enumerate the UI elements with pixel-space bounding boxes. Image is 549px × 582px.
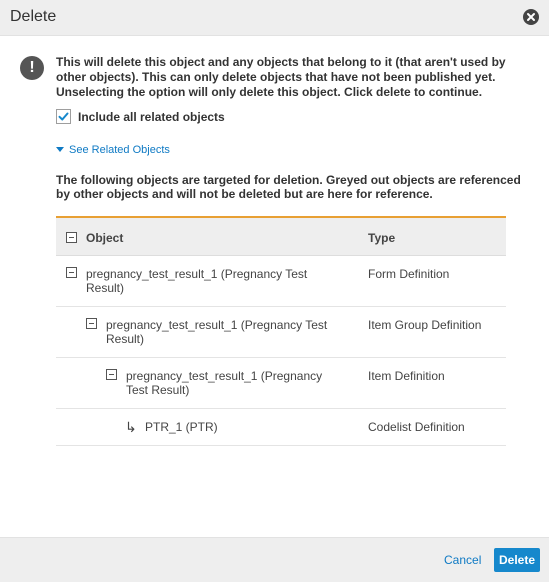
dialog-footer: [0, 537, 549, 582]
table-header: [56, 218, 506, 256]
collapse-all-icon[interactable]: [66, 232, 77, 243]
column-header-type: Type: [368, 231, 396, 245]
object-name: pregnancy_test_result_1 (Pregnancy Test Result): [126, 369, 323, 397]
child-arrow-icon: ↳: [125, 419, 137, 435]
object-name: pregnancy_test_result_1 (Pregnancy Test Result): [86, 267, 308, 295]
column-header-object: Object: [86, 231, 124, 245]
collapse-icon[interactable]: [106, 369, 117, 380]
cancel-button[interactable]: Cancel: [444, 553, 482, 567]
dialog-header: [0, 0, 549, 36]
table-row: [56, 409, 506, 446]
object-type: Form Definition: [368, 267, 450, 281]
warning-message: This will delete this object and any objects that belong to it (that aren't used by other objects). This can only delete objects that have not been published yet. Unselecting the option will only delete this object. Click delete to continue.: [56, 55, 506, 99]
see-related-objects-link[interactable]: [56, 144, 170, 156]
see-related-objects-label: See Related Objects: [69, 144, 170, 156]
object-type: Item Definition: [368, 369, 445, 383]
object-type: Codelist Definition: [368, 420, 465, 434]
caret-down-icon: [56, 147, 64, 152]
object-name: PTR_1 (PTR): [145, 420, 218, 434]
objects-table: [56, 216, 506, 446]
include-related-label: Include all related objects: [78, 110, 225, 124]
object-type: Item Group Definition: [368, 318, 482, 332]
exclamation-icon: !: [20, 56, 44, 80]
object-name: pregnancy_test_result_1 (Pregnancy Test Result): [106, 318, 328, 346]
delete-button[interactable]: Delete: [494, 548, 540, 572]
include-related-checkbox[interactable]: [56, 109, 71, 124]
close-icon[interactable]: [523, 9, 539, 25]
table-row: [56, 358, 506, 409]
collapse-icon[interactable]: [86, 318, 97, 329]
collapse-icon[interactable]: [66, 267, 77, 278]
table-row: [56, 307, 506, 358]
table-row: [56, 256, 506, 307]
targeted-message: The following objects are targeted for deletion. Greyed out objects are referenced by other objects and will not be deleted but are here for reference.: [56, 173, 521, 201]
dialog-title: Delete: [10, 8, 57, 25]
